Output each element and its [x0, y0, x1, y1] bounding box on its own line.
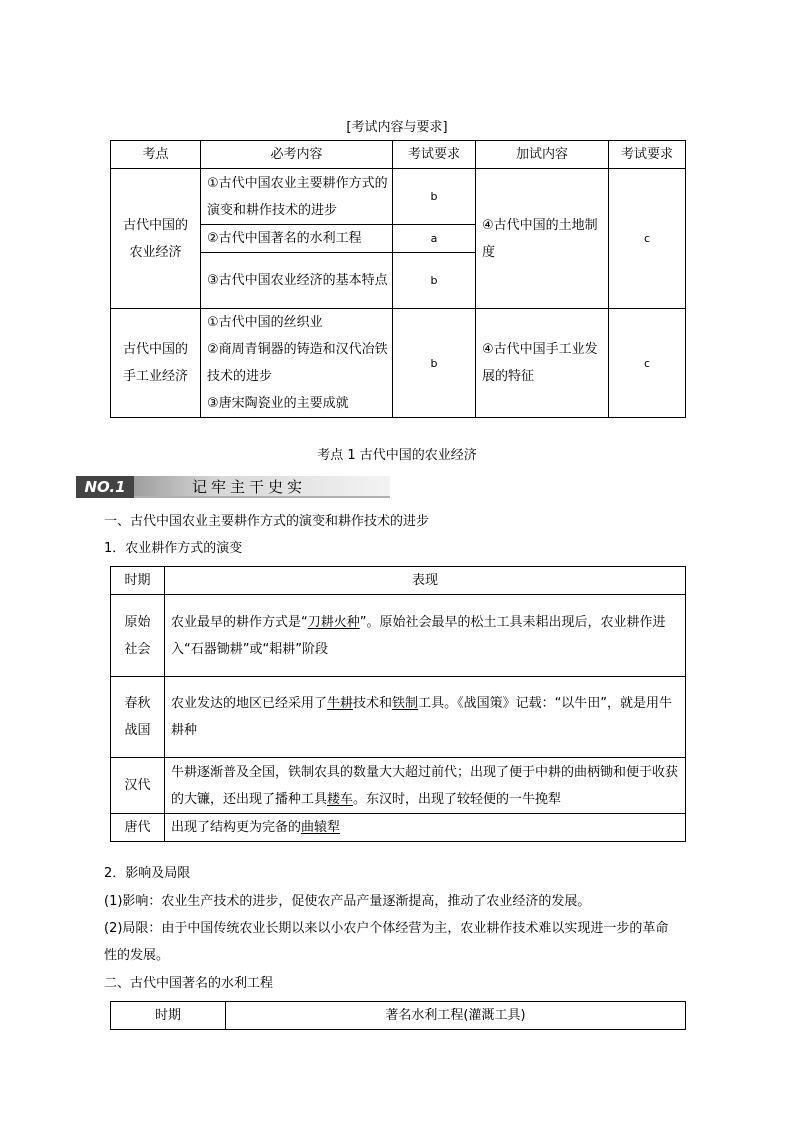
impact-text: (1)影响：农业生产技术的进步，促使农产品产量逐渐提高，推动了农业经济的发展。: [104, 894, 591, 909]
exam-caption: [考试内容与要求]: [346, 120, 448, 135]
key-term: 耧车: [327, 791, 354, 807]
required-level: a: [393, 225, 476, 253]
performance-cell: [165, 814, 686, 842]
header-required: 必考内容: [201, 141, 393, 169]
period-cell: 春秋战国: [111, 677, 165, 758]
topic-handicraft: 古代中国的手工业经济: [111, 309, 201, 418]
required-item: ②古代中国著名的水利工程: [201, 225, 393, 253]
required-level: b: [393, 169, 476, 225]
header-performance: 表现: [165, 567, 686, 595]
header-extra: 加试内容: [476, 141, 609, 169]
period-cell: 汉代: [111, 758, 165, 814]
key-term: 牛耕: [327, 696, 354, 711]
farming-evolution-table: [110, 566, 686, 842]
extra-item: ④古代中国的土地制度: [476, 169, 609, 309]
subheading-2: 2．影响及局限: [104, 866, 191, 881]
text-span: 技术和: [353, 696, 393, 711]
text-span: ”。原始社会最早的松土工具耒耜出现后，农业耕作进入“石器锄耕”或“耜耕”阶段: [171, 614, 666, 657]
header-period: 时期: [111, 1002, 226, 1030]
heading-1: 一、古代中国农业主要耕作方式的演变和耕作技术的进步: [104, 514, 430, 529]
heading-2: 二、古代中国著名的水利工程: [104, 976, 274, 991]
extra-level: c: [609, 309, 686, 418]
text-span: 牛耕逐渐普及全国，铁制农具的数量大大超过前代；出现了便于中耕的曲柄锄和便于收获的大镰，还出现了播种工具: [171, 764, 679, 807]
required-item: ③唐宋陶瓷业的主要成就: [207, 396, 349, 411]
header-projects: 著名水利工程(灌溉工具): [226, 1002, 686, 1030]
section-banner: [76, 476, 390, 498]
required-item: ①古代中国农业主要耕作方式的演变和耕作技术的进步: [201, 169, 393, 225]
banner-title: 记牢主干史实: [192, 478, 307, 496]
water-projects-table: [110, 1001, 686, 1030]
text-span: 农业发达的地区已经采用了: [171, 696, 328, 711]
topic-agriculture: 古代中国的农业经济: [111, 169, 201, 309]
text-span: 出现了结构更为完备的: [171, 820, 302, 835]
header-required-level: 考试要求: [393, 141, 476, 169]
performance-cell: [165, 595, 686, 677]
performance-cell: [165, 758, 686, 814]
section-title: 考点 1 古代中国的农业经济: [317, 448, 477, 463]
extra-level: c: [609, 169, 686, 309]
exam-requirements-table: [110, 140, 686, 418]
key-term: 曲辕犁: [301, 820, 341, 835]
period-cell: 唐代: [111, 814, 165, 842]
subheading-1: 1．农业耕作方式的演变: [104, 541, 243, 556]
header-extra-level: 考试要求: [609, 141, 686, 169]
required-level: b: [393, 253, 476, 309]
required-item: ③古代中国农业经济的基本特点: [201, 253, 393, 309]
period-cell: 原始社会: [111, 595, 165, 677]
text-span: 农业最早的耕作方式是“: [171, 614, 308, 630]
header-topic: 考点: [111, 141, 201, 169]
banner-badge: NO.1: [76, 476, 134, 498]
performance-cell: [165, 677, 686, 758]
text-span: 工具。《战国策》记载：“以牛田”，就是用牛耕种: [171, 696, 673, 738]
required-items-list: [201, 309, 393, 418]
limit-text: (2)局限：由于中国传统农业长期以来以小农户个体经营为主，农业耕作技术难以实现进一步的革命: [104, 921, 669, 936]
limit-text-cont: 性的发展。: [104, 948, 170, 963]
header-period: 时期: [111, 567, 165, 595]
key-term: 铁制: [392, 696, 419, 711]
key-term: 刀耕火种: [307, 614, 360, 630]
extra-item: ④古代中国手工业发展的特征: [476, 309, 609, 418]
required-item: ②商周青铜器的铸造和汉代冶铁技术的进步: [207, 342, 388, 384]
required-level: b: [393, 309, 476, 418]
text-span: 。东汉时，出现了较轻便的一牛挽犁: [353, 791, 562, 807]
required-item: ①古代中国的丝织业: [207, 315, 323, 330]
